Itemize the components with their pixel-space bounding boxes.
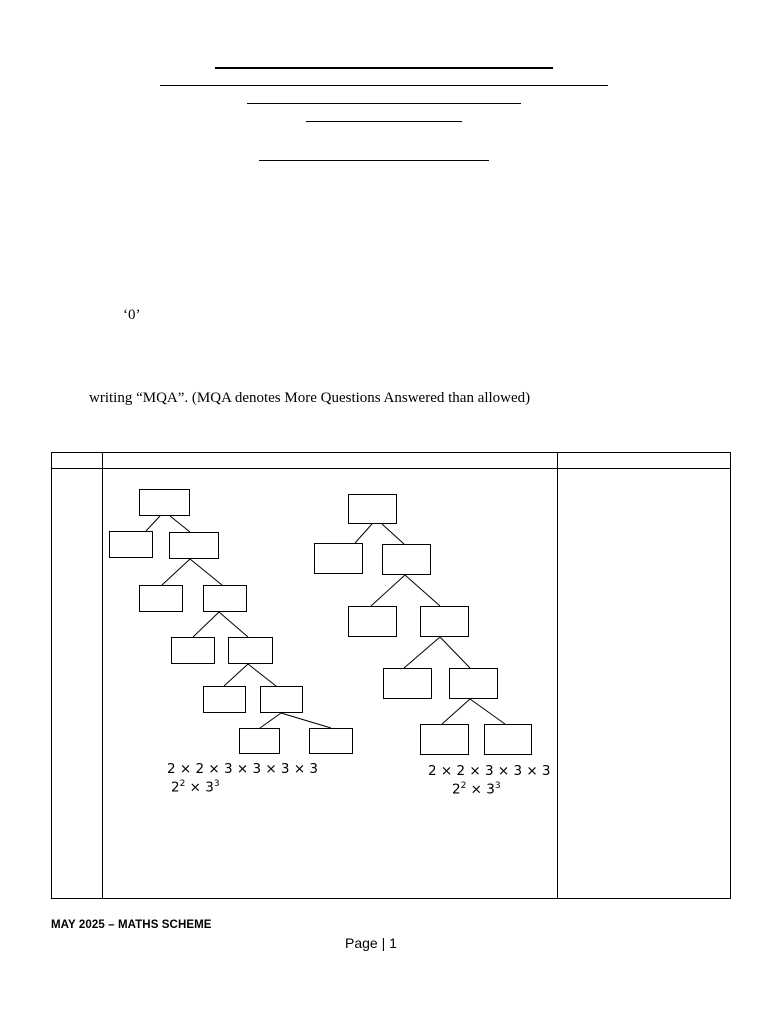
left-index-form	[171, 779, 220, 796]
right-tree-factor-box	[383, 668, 432, 699]
right-prime-product: 2 × 2 × 3 × 3 × 3	[428, 763, 551, 779]
left-times: ×	[189, 779, 201, 796]
footer-scheme-title: MAY 2025 – MATHS SCHEME	[51, 919, 212, 931]
right-exp-b: 3	[494, 781, 501, 791]
right-base-a: 2	[452, 781, 461, 798]
left-tree-factor-box	[109, 531, 153, 558]
table-header-divider	[51, 468, 731, 469]
right-tree-factor-box	[314, 543, 363, 574]
left-tree-factor-box	[260, 686, 303, 713]
left-tree-factor-box	[309, 728, 353, 754]
table-col-divider-1	[102, 452, 103, 899]
left-exp-b: 3	[213, 779, 220, 789]
left-tree-factor-box	[139, 585, 183, 612]
title-rule-5	[259, 160, 489, 161]
right-tree-root-box	[348, 494, 397, 524]
left-tree-root-box	[139, 489, 190, 516]
left-tree-factor-box	[239, 728, 280, 754]
mqa-instruction-text: writing “MQA”. (MQA denotes More Questions Answered than allowed)	[89, 390, 531, 406]
left-tree-factor-box	[203, 686, 246, 713]
footer-page-number: Page | 1	[345, 935, 397, 951]
right-tree-factor-box	[449, 668, 498, 699]
table-col-divider-2	[557, 452, 558, 899]
left-base-a: 2	[171, 779, 180, 796]
right-tree-factor-box	[420, 606, 469, 637]
title-rule-4	[306, 121, 462, 122]
title-rule-1	[215, 67, 553, 69]
right-tree-factor-box	[382, 544, 431, 575]
left-tree-factor-box	[169, 532, 219, 559]
left-exp-a: 2	[179, 779, 186, 789]
right-base-b: 3	[486, 781, 495, 798]
left-tree-factor-box	[171, 637, 215, 664]
right-index-form	[452, 781, 501, 798]
right-times: ×	[470, 781, 482, 798]
left-base-b: 3	[205, 779, 214, 796]
title-rule-2	[160, 85, 608, 86]
zero-mark-text: ‘0’	[123, 307, 141, 323]
left-prime-product: 2 × 2 × 3 × 3 × 3 × 3	[167, 761, 319, 777]
left-tree-factor-box	[228, 637, 273, 664]
right-exp-a: 2	[460, 781, 467, 791]
title-rule-3	[247, 103, 521, 104]
right-tree-factor-box	[348, 606, 397, 637]
left-tree-factor-box	[203, 585, 247, 612]
right-tree-factor-box	[420, 724, 469, 755]
right-tree-factor-box	[484, 724, 532, 755]
